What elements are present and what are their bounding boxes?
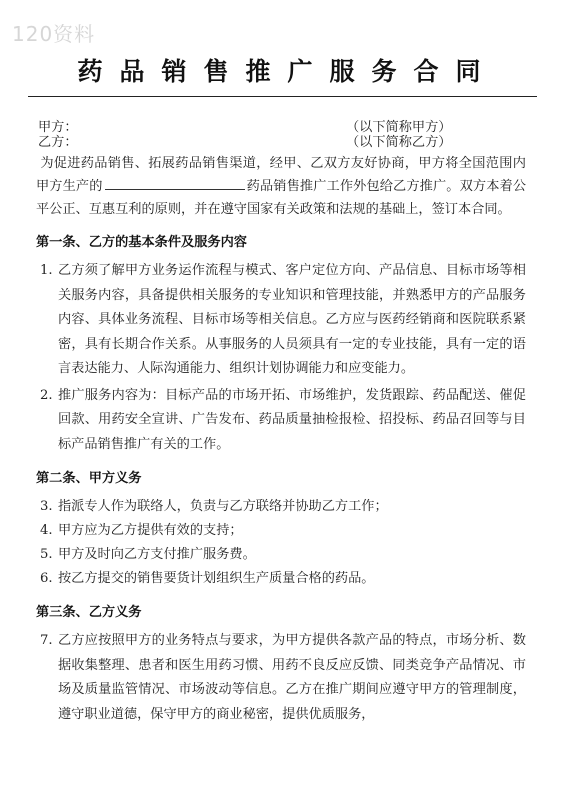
- list-item: [36, 259, 526, 382]
- item-number: 1.: [40, 263, 53, 278]
- list-item: [36, 543, 526, 567]
- party-b-label: 乙方：: [38, 135, 78, 150]
- watermark-logo: 120资料: [12, 22, 96, 46]
- list-item: [36, 384, 526, 458]
- item-text: 乙方须了解甲方业务运作流程与模式、客户定位方向、产品信息、目标市场等相关服务内容，具备提供相关服务的专业知识和管理技能，并熟悉甲方的产品服务内容、具体业务流程、目标市场等相关信息。乙方应与医药经销商和医院联系紧密，具有长期合作关系。从事服务的人员须具有一定的专业技能，具有一定的语言表达能力、人际沟通能力、组织计划协调能力和应变能力。: [58, 263, 526, 376]
- item-number: 2.: [40, 387, 53, 403]
- section-heading: 第二条、甲方义务: [36, 471, 142, 486]
- list-item: [36, 519, 526, 543]
- title-underline: [28, 96, 537, 97]
- item-number: 5.: [40, 547, 53, 562]
- item-text: 指派专人作为联络人，负责与乙方联络并协助乙方工作；: [58, 499, 388, 514]
- item-text: 乙方应按照甲方的业务特点与要求，为甲方提供各款产品的特点，市场分析、数据收集整理、患者和医生用药习惯、用药不良反应反馈、同类竞争产品情况、市场及质量监管情况、市场波动等信息。乙方在推广期间应遵守甲方的管理制度，遵守职业道德，保守甲方的商业秘密，提供优质服务，: [58, 633, 526, 722]
- intro-paragraph: [36, 152, 526, 221]
- party-b-row: [36, 135, 526, 150]
- item-text: 甲方及时向乙方支付推广服务费。: [58, 547, 256, 562]
- item-text: 推广服务内容为：目标产品的市场开拓、市场维护，发货跟踪、药品配送、催促回款、用药安全宣讲、广告发布、药品质量抽检报检、招投标、药品召回等与目标产品销售推广有关的工作。: [58, 387, 526, 452]
- intro-text-part2: 药品销售推广工作外包给乙方推广。双方本着公平公正、互惠互利的原则，并在遵守国家有关政策和法规的基础上，签订本合同。: [36, 179, 527, 217]
- party-a-note: （以下简称甲方）: [346, 120, 452, 135]
- list-item: [36, 629, 526, 727]
- item-number: 3.: [40, 499, 53, 514]
- item-text: 甲方应为乙方提供有效的支持；: [58, 523, 243, 538]
- item-number: 4.: [40, 523, 53, 538]
- party-a-row: [36, 120, 526, 135]
- document-title: 药品销售推广服务合同: [77, 57, 498, 86]
- party-a-label: 甲方：: [38, 120, 78, 135]
- intro-text-part1: 为促进药品销售、拓展药品销售渠道，经甲、乙双方友好协商，甲方将全国范围内甲方生产的: [36, 156, 526, 194]
- list-item: [36, 495, 526, 519]
- contract-body: [36, 120, 526, 729]
- list-item: [36, 567, 526, 591]
- section-heading: 第一条、乙方的基本条件及服务内容: [36, 235, 247, 250]
- item-text: 按乙方提交的销售要货计划组织生产质量合格的药品。: [58, 571, 375, 586]
- item-number: 6.: [40, 571, 53, 586]
- product-name-blank[interactable]: [105, 177, 245, 190]
- party-b-note: （以下简称乙方）: [346, 135, 452, 150]
- section-heading: 第三条、乙方义务: [36, 605, 142, 620]
- item-number: 7.: [40, 633, 53, 648]
